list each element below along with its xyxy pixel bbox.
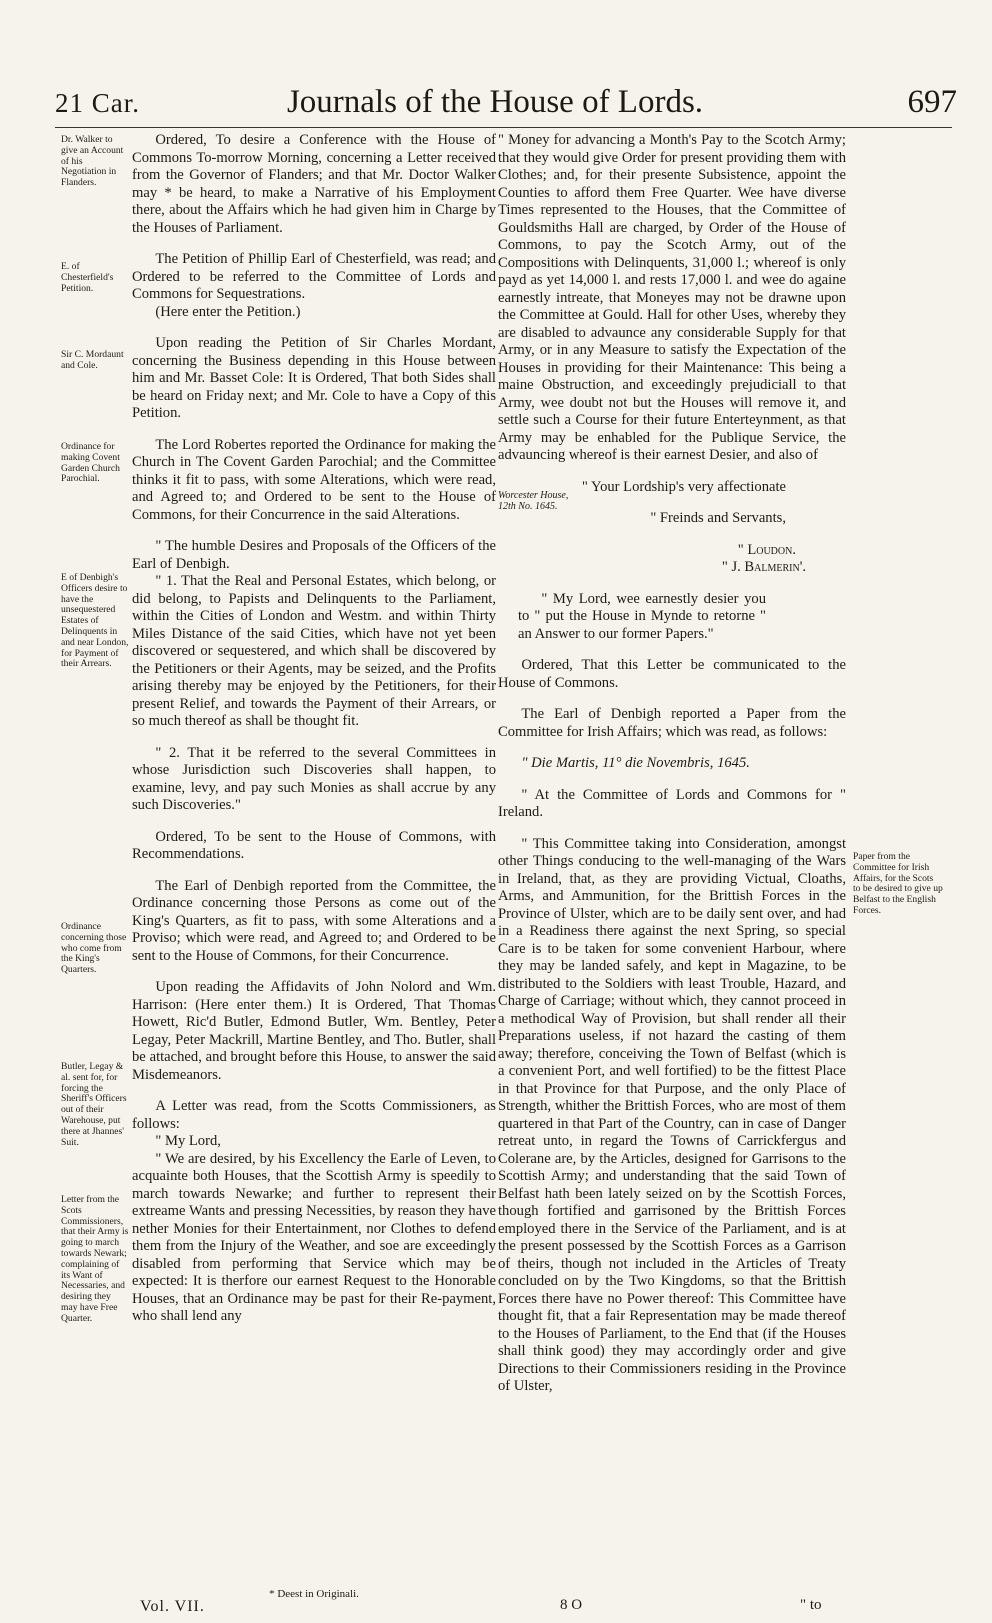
signature-mark: 8 O (560, 1597, 583, 1613)
margin-note: Ordinance for making Covent Garden Church Parochial. (61, 441, 120, 485)
paragraph: Ordered, To desire a Conference with the House of Commons To-morrow Morning, concerning a Letter received from the Governor of Flanders; and that Mr. Doctor Walker may * be heard, to make a Narrative of his Employment there, about the Affairs which he had given him in Charge by the Houses of Parliament. (132, 132, 496, 236)
salutation: " My Lord, (155, 1133, 221, 1149)
postscript: " My Lord, wee earnestly desier you to " put the House in Mynde to retorne " an Answer to our former Papers." (518, 590, 766, 642)
margin-note: Butler, Legay & al. sent for, for forcing the Sheriff's Officers out of their Warehouse, put there at Jhannes' Suit. (61, 1061, 127, 1148)
margin-note: Paper from the Committee for Irish Affairs, for the Scots to be desired to give up Belfast to the English Forces. (853, 851, 943, 916)
quoted-paragraph: " Money for advancing a Month's Pay to the Scotch Army; that they would give Order for present providing them with Clothes; and, for their presente Subsistence, appoint the Counties to afford them Free Quarter. Wee have diverse Times represented to the Houses, that the Committee of Gouldsmiths Hall are charged, by Order of the House of Commons, to pay the Scotch Army, out of the Compositions with Delinquents, 31,000 l.; whereof is only payd as yet 14,000 l. and rests 17,000 l. and wee do againe earnestly intreate, that Moneyes may not be drawne upon the Committee at Gould. Hall for other Uses, whereby they are disabled to advaunce any considerable Supply for that Army, or in any Measure to satisfy the Expectation of the Houses in providing for their Maintenance: This being a maine Obstruction, and exceedingly prejudiciall to that Army, wee doubt not but the Houses will remove it, and settle such a Course for their future Enterteynment, as that Army may be enhabled for the Publique Service, the advauncing whereof is their earnest Desier, and also of (498, 132, 846, 463)
date-line: " Die Martis, 11° die Novembris, 1645. (521, 755, 750, 771)
paragraph: Upon reading the Affidavits of John Nolord and Wm. Harrison: (Here enter them.) It is Ordered, That Thomas Howett, Ric'd Butler, Edmond Butler, Wm. Bentley, Peter Legay, Peter Mackrill, Martine Bentley, and Tho. Butler, shall be attached, and brought before this House, to answer the said Misdemeanors. (132, 979, 496, 1083)
committee-heading: " At the Committee of Lords and Commons for " Ireland. (498, 786, 846, 820)
signatory: " J. Balmerin'. (721, 559, 806, 575)
paragraph: The Petition of Phillip Earl of Chesterfield, was read; and Ordered to be referred to the Committee of Lords and Commons for Sequestrations. (132, 251, 496, 302)
quoted-paragraph: " The humble Desires and Proposals of the Officers of the Earl of Denbigh. (132, 538, 496, 572)
header-rule (55, 127, 952, 128)
quoted-paragraph: " 1. That the Real and Personal Estates, which belong, or did belong, to Papists and Delinquents to the Parliament, within the Cities of London and Westm. and within Thirty Miles Distance of the said Cities, which have not yet been discovered or sequestered, and which shall be discovered by the Petitioners or their Agents, may be seized, and the Profits arising thereby may be enjoyed by the Petitioners, for their present Relief, and towards the Payment of their Arrears, or so much thereof as shall be thought fit. (132, 573, 496, 729)
margin-note: Letter from the Scots Commissioners, that their Army is going to march towards Newark; complaining of its Want of Necessaries, and desiring they may have Free Quarter. (61, 1194, 129, 1324)
closing: " Freinds and Servants, (650, 510, 786, 526)
paragraph: Ordered, That this Letter be communicated to the House of Commons. (498, 657, 846, 691)
volume-label: Vol. VII. (140, 1598, 205, 1615)
running-head (55, 82, 957, 132)
quoted-paragraph: " 2. That it be referred to the several Committees in whose Jurisdiction such Discoveries shall happen, to examine, levy, and pay such Monies as shall accrue by any such Discoveries." (132, 744, 496, 813)
margin-note: Ordinance concerning those who come from the King's Quarters. (61, 921, 127, 976)
signatory: " Loudon. (737, 541, 796, 558)
letter-dateline: Worcester House, 12th No. 1645. (498, 490, 569, 512)
journal-title: Journals of the House of Lords. (286, 84, 704, 120)
paragraph: The Lord Robertes reported the Ordinance for making the Church in The Covent Garden Parochial; and the Committee thinks it fit to pass, with some Alterations, which were read, and Agreed to; and Ordered to be sent to the House of Commons, for their Concurrence in the said Alterations. (132, 436, 496, 523)
paragraph: (Here enter the Petition.) (155, 303, 301, 320)
left-column (132, 132, 496, 1326)
regnal-year: 21 Car. (55, 88, 140, 118)
quoted-paragraph: " We are desired, by his Excellency the Earle of Leven, to acquainte both Houses, that the Scottish Army is speedily to march towards Newarke; and further to represent their extreame Wants and pressing Necessities, by reason they have nether Monies for their Entertainment, nor Clothes to defend them from the Injury of the Weather, and soe are exceedingly disabled from performing that Service which may be expected: It is therfore our earnest Request to the Honorable Houses, that an Ordinance may be past for their Re-payment, who shall lend any (132, 1150, 496, 1324)
paragraph: A Letter was read, from the Scotts Commissioners, as follows: (132, 1098, 496, 1132)
paragraph: Upon reading the Petition of Sir Charles Mordant, concerning the Business depending in this House between him and Mr. Basset Cole: It is Ordered, That both Sides shall be heard on Friday next; and Mr. Cole to have a Copy of this Petition. (132, 335, 496, 421)
footnote: * Deest in Originali. (269, 1588, 359, 1600)
paragraph: The Earl of Denbigh reported from the Committee, the Ordinance concerning those Persons as come out of the King's Quarters, as fit to pass, with some Alterations and a Proviso; which were read, and Agreed to; and Ordered to be sent to the House of Commons, for their Concurrence. (132, 877, 496, 964)
paragraph: Ordered, To be sent to the House of Commons, with Recommendations. (132, 828, 496, 862)
margin-note: Dr. Walker to give an Account of his Negotiation in Flanders. (61, 134, 124, 189)
margin-note: E. of Chesterfield's Petition. (61, 261, 114, 294)
right-column (498, 132, 846, 1396)
margin-note: E of Denbigh's Officers desire to have the unsequestered Estates of Delinquents in and near London, for Payment of their Arrears. (61, 572, 129, 670)
paragraph: The Earl of Denbigh reported a Paper from the Committee for Irish Affairs; which was read, as follows: (498, 706, 846, 740)
catchword: " to (800, 1597, 822, 1613)
quoted-paragraph: " This Committee taking into Consideration, amongst other Things conducing to the well-managing of the Wars in Ireland, that, as they are providing Victual, Cloaths, Arms, and Ammunition, for the Brittish Forces in the Province of Ulster, which are to be daily sent over, and had in a Readiness there against the next Spring, so special Care is to be taken for some convenient Harbour, where they may be landed safely, and kept in Magazine, to be distributed to the Soldiers with least Trouble, Hazard, and Charge of Carriage; without which, they cannot proceed in a methodical Way of Provision, but shall render all their Preparations useless, if not hazard the casting of them away; therefore, conceiving the Town of Belfast (which is a convenient Port, and well fortified) to be the fittest Place in that Province for that Purpose, and the only Place of Strength, whither the Brittish Forces, who are most of them quartered in that Part of the Country, can in case of Danger retreat unto, in regard the Towns of Carrickfergus and Colerane are, by the Articles, designed for Garrisons to the Scottish Army; and understanding that the said Town of Belfast hath been lately seized on by the Scottish Forces, though fortified and garrisoned by the Brittish Forces employed there in the Service of the Parliament, and is at the present possessed by the Scottish Forces as a Garrison of theirs, though not included in the Articles of Treaty concluded on by the Two Kingdoms, so that the Brittish Forces there have no Power thereof: This Committee have thought fit, that a fair Representation may be made thereof to the Houses of Parliament, to the End that (if the Houses shall think good) they may accordingly order and give Directions to their Commissioners residing in the Province of Ulster, (498, 835, 846, 1394)
closing: " Your Lordship's very affectionate (581, 478, 786, 495)
margin-note: Sir C. Mordaunt and Cole. (61, 349, 124, 371)
page-number: 697 (907, 84, 957, 120)
